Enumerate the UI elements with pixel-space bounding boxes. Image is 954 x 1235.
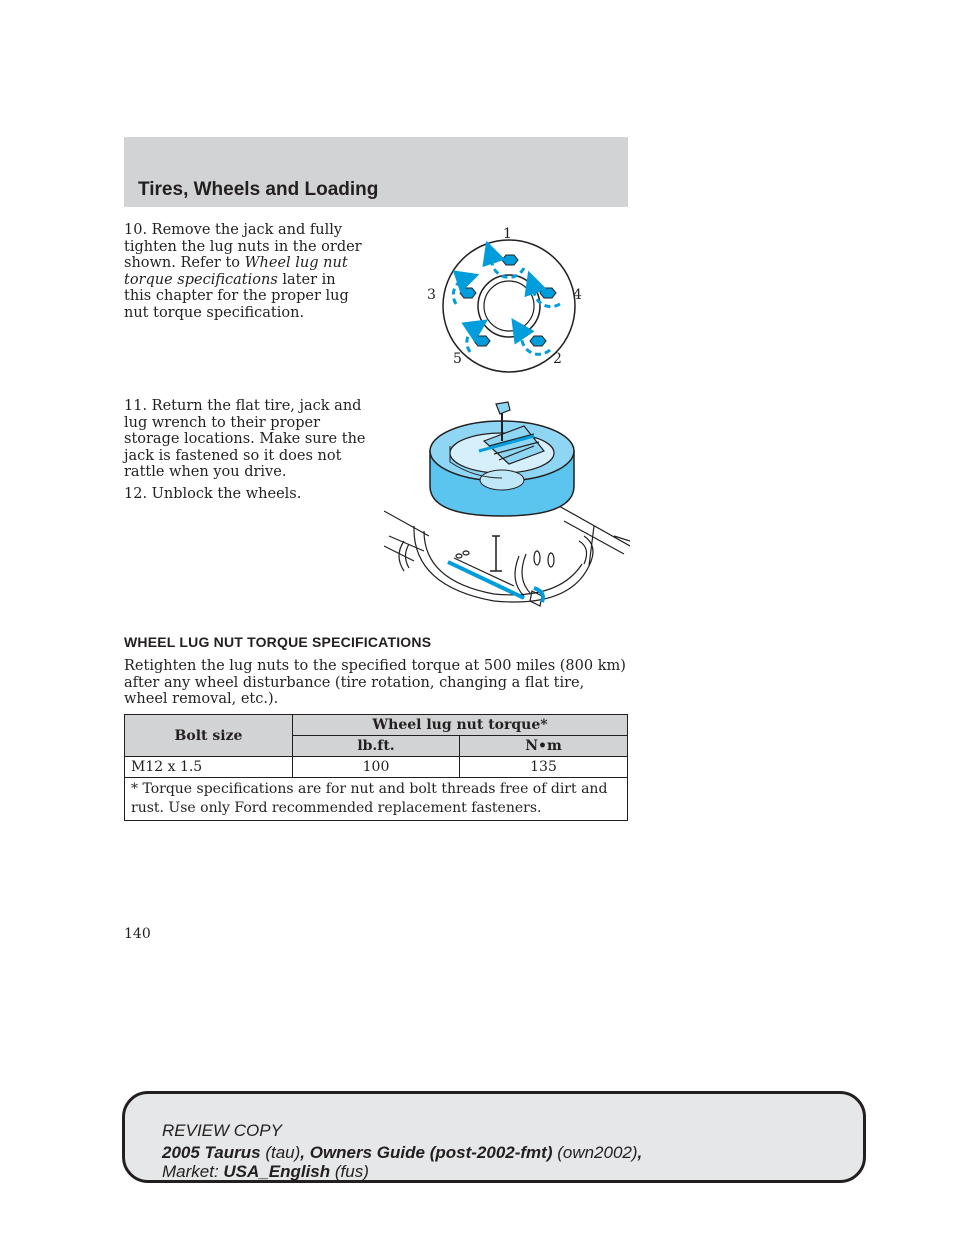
footer-guide-code: (own2002) bbox=[552, 1143, 638, 1162]
footer-comma: , bbox=[637, 1143, 643, 1162]
table-header-row bbox=[125, 715, 628, 736]
cell-lbft: 100 bbox=[293, 757, 460, 778]
section-header bbox=[124, 137, 628, 207]
table-footnote: * Torque specifications are for nut and bolt threads free of dirt and rust. Use only Ford recommended replacement fasteners. bbox=[125, 778, 628, 821]
footer-model-code: (tau) bbox=[260, 1143, 301, 1162]
lug-nut-3 bbox=[460, 288, 476, 298]
footer-guide: , Owners Guide (post-2002-fmt) bbox=[300, 1143, 553, 1162]
cell-nm: 135 bbox=[460, 757, 628, 778]
order-label-4: 4 bbox=[573, 287, 582, 303]
step-10 bbox=[124, 222, 364, 321]
review-copy-label: REVIEW COPY bbox=[162, 1121, 282, 1140]
col-torque: Wheel lug nut torque* bbox=[293, 715, 628, 736]
torque-intro: Retighten the lug nuts to the specified torque at 500 miles (800 km) after any wheel disturbance (tire rotation, changing a flat tire, wheel removal, etc.). bbox=[124, 658, 626, 707]
col-nm: N•m bbox=[460, 736, 628, 757]
footer-market-label: Market: bbox=[162, 1162, 224, 1181]
lug-nut-2 bbox=[530, 336, 546, 346]
order-label-5: 5 bbox=[453, 351, 462, 367]
col-bolt-size: Bolt size bbox=[125, 715, 293, 757]
torque-table bbox=[124, 714, 628, 821]
torque-spec-heading: WHEEL LUG NUT TORQUE SPECIFICATIONS bbox=[124, 634, 432, 650]
table-note-row bbox=[125, 778, 628, 821]
lug-nut-5 bbox=[474, 336, 490, 346]
table-row bbox=[125, 757, 628, 778]
lug-nut-1 bbox=[502, 255, 518, 265]
cell-bolt: M12 x 1.5 bbox=[125, 757, 293, 778]
lug-nut-4 bbox=[540, 288, 556, 298]
order-label-1: 1 bbox=[503, 226, 512, 242]
order-label-3: 3 bbox=[427, 287, 436, 303]
footer-model: 2005 Taurus bbox=[162, 1143, 261, 1162]
footer-market-code: (fus) bbox=[330, 1162, 369, 1181]
step-12: 12. Unblock the wheels. bbox=[124, 486, 302, 502]
section-title: Tires, Wheels and Loading bbox=[138, 179, 379, 200]
footer-market-line bbox=[162, 1162, 369, 1181]
lug-nut-order-diagram bbox=[420, 222, 600, 374]
step-10-text-end: later in this chapter for the proper lug nut torque specification. bbox=[124, 271, 349, 321]
col-lbft: lb.ft. bbox=[293, 736, 460, 757]
footer-guide-line bbox=[162, 1143, 642, 1162]
review-footer bbox=[122, 1091, 866, 1183]
step-11: 11. Return the flat tire, jack and lug wrench to their proper storage locations. Make sure the jack is fastened so it does not rattle when you drive. bbox=[124, 398, 366, 480]
torque-spec-reference: Wheel lug nut torque specifications bbox=[124, 255, 348, 288]
order-label-2: 2 bbox=[553, 351, 562, 367]
step-10-text: 10. Remove the jack and fully tighten the lug nuts in the order shown. Refer to bbox=[124, 222, 362, 271]
spare-tire-storage-illustration bbox=[384, 396, 630, 618]
footer-market: USA_English bbox=[223, 1162, 331, 1181]
page-number: 140 bbox=[124, 926, 151, 942]
